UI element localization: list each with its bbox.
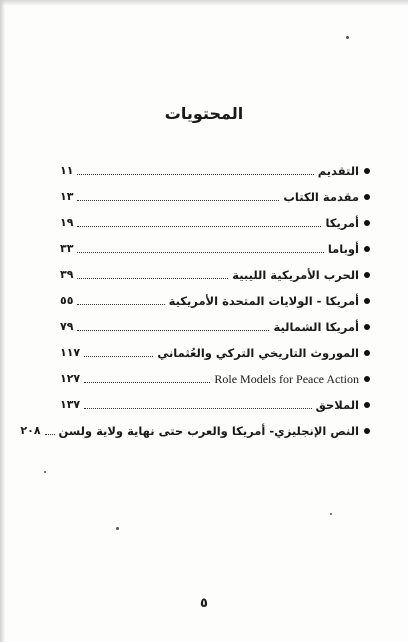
- dot-leader: [84, 356, 153, 357]
- bullet-icon: [364, 428, 370, 434]
- bullet-icon: [364, 272, 370, 278]
- toc-entry: [60, 256, 370, 282]
- toc-entry-title: أمريكا: [325, 216, 359, 230]
- scan-shadow-left: [0, 0, 5, 642]
- toc-entry-page: ١٢٧: [60, 372, 81, 385]
- toc-entry: [60, 334, 370, 360]
- toc-entry: [60, 152, 370, 178]
- toc-entry: [60, 386, 370, 412]
- scan-speck: [346, 36, 349, 39]
- toc-entry-title: الحرب الأمريكية الليبية: [232, 268, 359, 282]
- scan-speck: [330, 513, 332, 515]
- toc-entry-title: مقدمة الكتاب: [283, 190, 359, 204]
- bullet-icon: [364, 350, 370, 356]
- toc-entry-title: التقديم: [317, 164, 359, 178]
- dot-leader: [77, 174, 313, 175]
- dot-leader: [77, 252, 323, 253]
- bullet-icon: [364, 324, 370, 330]
- toc-entry-page: ٣٩: [60, 268, 74, 281]
- toc-entry-page: ٥٥: [60, 294, 74, 307]
- page-title: المحتويات: [164, 104, 244, 123]
- dot-leader: [77, 278, 228, 279]
- scan-speck: [44, 471, 46, 473]
- bullet-icon: [364, 220, 370, 226]
- toc-entry-page: ١٩: [60, 216, 74, 229]
- bullet-icon: [364, 402, 370, 408]
- dot-leader: [84, 408, 311, 409]
- bullet-icon: [364, 168, 370, 174]
- toc-entry-title: أمريكا - الولايات المتحدة الأمريكية: [168, 294, 359, 308]
- dot-leader: [84, 382, 210, 383]
- toc-entry-title: Role Models for Peace Action: [214, 372, 359, 386]
- scan-speck: [116, 527, 119, 530]
- toc-entry-page: ١١٧: [60, 346, 81, 359]
- bullet-icon: [364, 376, 370, 382]
- toc-entry: [60, 178, 370, 204]
- page-number: ٥: [200, 596, 208, 611]
- toc-entry-title: النص الإنجليزي- أمريكا والعرب حتى نهاية ولاية ولسن: [58, 424, 359, 438]
- toc-entry-page: ١٣٧: [60, 398, 81, 411]
- dot-leader: [77, 330, 269, 331]
- toc-entry: [60, 204, 370, 230]
- toc-entry: [20, 412, 370, 438]
- toc-entry: [60, 308, 370, 334]
- toc-entry-page: ٣٣: [60, 242, 74, 255]
- toc-entry-page: ١١: [60, 164, 74, 177]
- toc-entry-title: أمريكا الشمالية: [273, 320, 359, 334]
- toc-entry-page: ٢٠٨: [20, 424, 41, 437]
- bullet-icon: [364, 246, 370, 252]
- toc-entry-page: ٧٩: [60, 320, 74, 333]
- bullet-icon: [364, 194, 370, 200]
- toc-entry: [60, 230, 370, 256]
- toc-entry-title: أوباما: [327, 242, 359, 256]
- toc-entry-page: ١٣: [60, 190, 74, 203]
- table-of-contents: [20, 152, 370, 438]
- toc-entry: [60, 360, 370, 386]
- toc-entry-title: الموروث التاريخي التركي والعُثماني: [157, 346, 359, 360]
- toc-entry-title: الملاحق: [315, 398, 359, 412]
- toc-entry: [60, 282, 370, 308]
- dot-leader: [77, 304, 164, 305]
- dot-leader: [77, 226, 321, 227]
- dot-leader: [77, 200, 279, 201]
- bullet-icon: [364, 298, 370, 304]
- dot-leader: [45, 434, 55, 435]
- scan-shadow-top: [0, 0, 408, 6]
